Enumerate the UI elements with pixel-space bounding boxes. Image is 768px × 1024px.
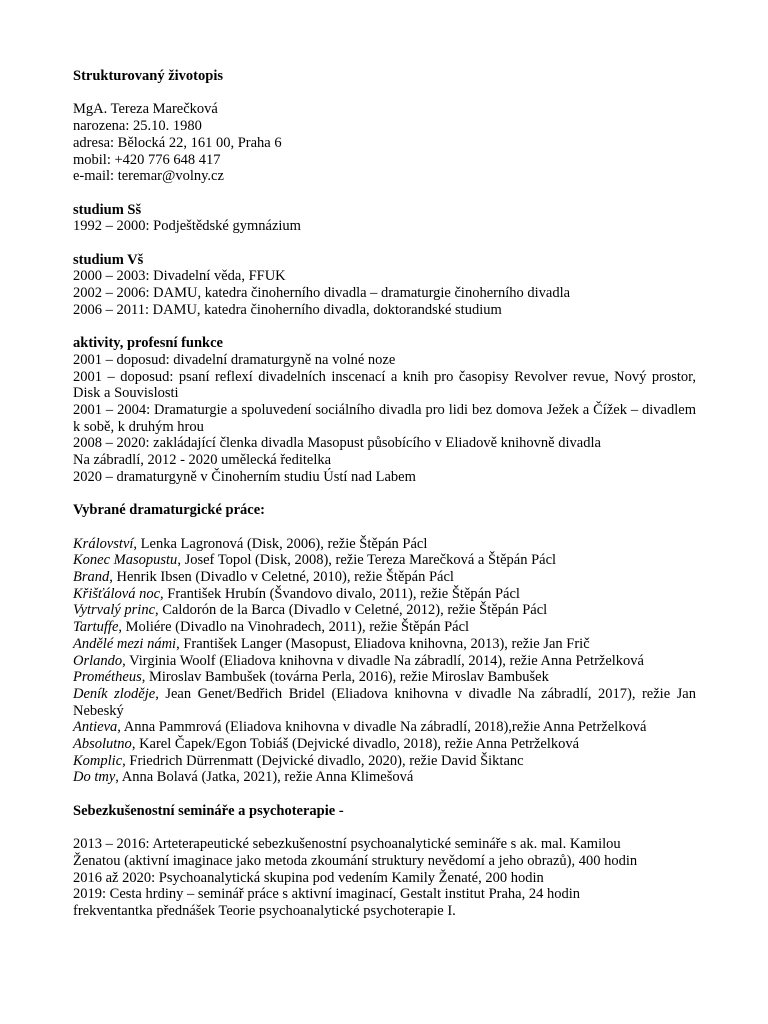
work-title: Brand [73,569,110,585]
work-details: , Henrik Ibsen (Divadlo v Celetné, 2010), režie Štěpán Pácl [109,569,454,585]
ss-item: 1992 – 2000: Podještědské gymnázium [73,218,301,235]
work-item [73,602,696,619]
activity-item: 2020 – dramaturgyně v Činoherním studiu Ústí nad Labem [73,468,416,485]
work-title: Deník zloděje [73,685,156,702]
vs-item: 2002 – 2006: DAMU, katedra činoherního divadla – dramaturgie činoherního divadla [73,285,571,302]
work-item [73,636,696,653]
spacer [73,786,696,803]
work-item [73,753,696,770]
work-details: , Friedrich Dürrenmatt (Dejvické divadlo, 2020), režie David Šiktanc [122,752,524,769]
mobile: mobil: +420 776 648 417 [73,151,221,168]
work-details: , Karel Čapek/Egon Tobiáš (Dejvické divadlo, 2018), režie Anna Petrželková [131,736,580,753]
work-details: , František Hrubín (Švandovo divalo, 2011), režie Štěpán Pácl [160,585,520,602]
activity-item: 2001 – doposud: psaní reflexí divadelních inscenací a knih pro časopisy Revolver revue, Nový prostor, Disk a Souvislosti [73,368,696,402]
work-title: Prométheus [73,669,142,686]
work-item [73,736,696,753]
seminar-line: 2019: Cesta hrdiny – seminář práce s aktivní imaginací, Gestalt institut Praha, 24 hodin [73,886,580,903]
work-title: Antieva [73,719,118,736]
work-details: , Anna Pammrová (Eliadova knihovna v divadle Na zábradlí, 2018),režie Anna Petrželková [117,719,647,736]
seminar-line: 2016 až 2020: Psychoanalytická skupina pod vedením Kamily Ženaté, 200 hodin [73,869,544,886]
activity-item: 2001 – doposud: divadelní dramaturgyně na volné noze [73,351,396,368]
spacer [73,519,696,536]
work-item [73,536,696,553]
work-title: Tartuffe [73,619,119,636]
work-item [73,619,696,636]
activity-item: Na zábradlí, 2012 - 2020 umělecká ředitelka [73,452,332,469]
work-title: Království [73,535,134,552]
work-item [73,552,696,569]
work-title: Konec Masopustu [73,552,178,569]
activity-item: 2008 – 2020: zakládající členka divadla Masopust působícího v Eliadově knihovně divadla [73,435,601,452]
work-details: , František Langer (Masopust, Eliadova knihovna, 2013), režie Jan Frič [176,635,590,652]
section-heading-works: Vybrané dramaturgické práce: [73,502,265,519]
work-title: Křišťálová noc [73,585,161,602]
work-title: Andělé mezi námi [73,635,177,652]
email: e-mail: teremar@volny.cz [73,168,224,185]
work-item [73,769,696,786]
work-details: , Lenka Lagronová (Disk, 2006), režie Štěpán Pácl [133,535,428,552]
work-item [73,653,696,670]
work-title: Absolutno [73,736,132,753]
section-heading-ss: studium Sš [73,201,142,218]
work-details: , Jean Genet/Bedřich Bridel (Eliadova knihovna v divadle Na zábradlí, 2017), režie Jan Nebeský [73,685,696,719]
vs-item: 2000 – 2003: Divadelní věda, FFUK [73,268,286,285]
address: adresa: Bělocká 22, 161 00, Praha 6 [73,134,282,151]
work-details: , Anna Bolavá (Jatka, 2021), režie Anna Klimešová [115,769,414,786]
work-details: , Caldorón de la Barca (Divadlo v Celetné, 2012), režie Štěpán Pácl [155,602,548,619]
work-title: Do tmy [73,769,116,786]
spacer [73,85,696,102]
work-item [73,719,696,736]
seminar-line: 2013 – 2016: Arteterapeutické sebezkušenostní psychoanalytické semináře s ak. mal. Kamilou [73,836,621,853]
spacer [73,319,696,336]
work-item [73,686,696,719]
birth-date: narozena: 25.10. 1980 [73,118,202,135]
section-heading-vs: studium Vš [73,251,144,268]
document-title: Strukturovaný životopis [73,68,223,84]
works-list [73,536,696,787]
seminar-line: frekventantka přednášek Teorie psychoanalytické psychoterapie I. [73,903,456,920]
section-heading-activities: aktivity, profesní funkce [73,335,223,352]
work-details: , Moliére (Divadlo na Vinohradech, 2011), režie Štěpán Pácl [118,619,470,636]
spacer [73,486,696,503]
vs-item: 2006 – 2011: DAMU, katedra činoherního divadla, doktorandské studium [73,301,502,318]
activity-item: 2001 – 2004: Dramaturgie a spoluvedení sociálního divadla pro lidi bez domova Ježek a Čížek – divadlem k sobě, k druhým hrou [73,402,696,435]
work-item [73,569,696,586]
work-details: , Josef Topol (Disk, 2008), režie Tereza Marečková a Štěpán Pácl [177,552,557,569]
work-item [73,669,696,686]
person-name: MgA. Tereza Marečková [73,101,218,118]
work-title: Komplic [73,752,123,769]
work-title: Vytrvalý princ [73,602,156,619]
spacer [73,185,696,202]
spacer [73,235,696,252]
work-details: , Miroslav Bambušek (továrna Perla, 2016), režie Miroslav Bambušek [141,669,549,686]
work-title: Orlando [73,652,123,669]
work-item [73,586,696,603]
spacer [73,820,696,837]
work-details: , Virginia Woolf (Eliadova knihovna v divadle Na zábradlí, 2014), režie Anna Petrželková [122,652,644,669]
section-heading-seminars: Sebezkušenostní semináře a psychoterapie - [73,802,344,819]
seminar-line: Ženatou (aktivní imaginace jako metoda zkoumání struktury nevědomí a jeho obrazů), 400 hodin [73,852,638,869]
